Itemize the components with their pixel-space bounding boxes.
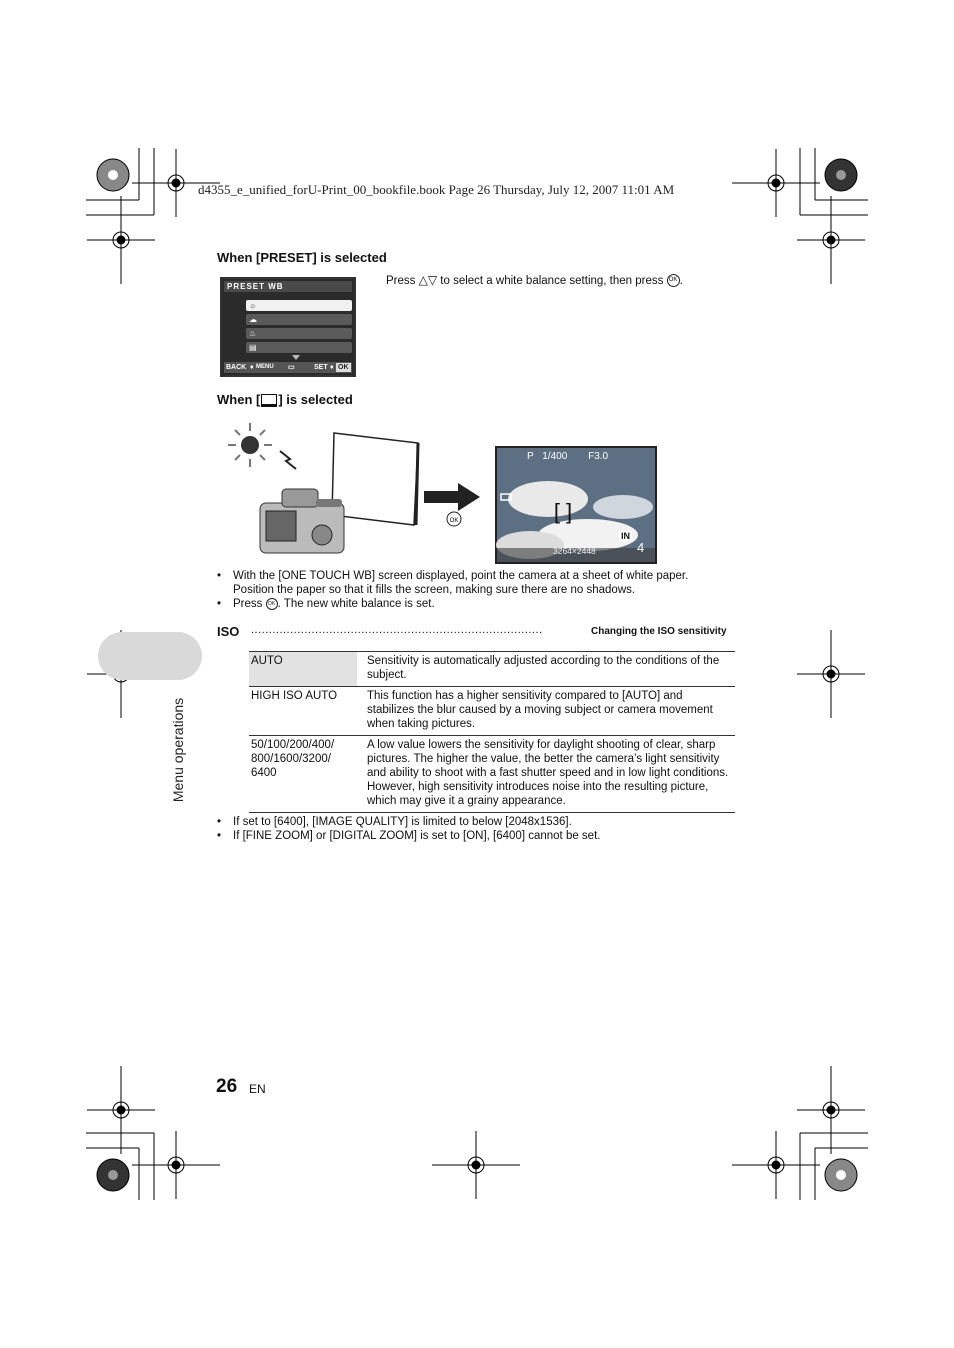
screen-footer: BACK ♦ MENU ▭ SET ♦ OK <box>224 362 352 373</box>
side-tab-label: Menu operations <box>170 697 186 803</box>
onetouch-heading: When [ ] is selected <box>217 392 353 407</box>
svg-text:[ ]: [ ] <box>553 499 573 524</box>
note-item: • With the [ONE TOUCH WB] screen displayed, point the camera at a sheet of white paper. Position the paper so that it fills the screen, making sure there are no shadows. <box>217 569 727 597</box>
note-item: • Press OK . The new white balance is set. <box>217 597 727 611</box>
iso-value: A low value lowers the sensitivity for daylight shooting of clear, sharp pictures. The higher the value, the better the camera’s light sensitivity and ability to shoot with a fast shutter speed and in low light conditions. However, high sensitivity introduces noise into the resulting picture, which may give it a grainy appearance. <box>367 739 729 807</box>
lcd-exposure <box>527 451 608 462</box>
file-info-header: d4355_e_unified_forU-Print_00_bookfile.book Page 26 Thursday, July 12, 2007 11:01 AM <box>198 182 675 197</box>
iso-notes <box>217 815 727 843</box>
preset-wb-screen <box>220 277 356 377</box>
menu-label: MENU <box>256 364 274 370</box>
table-row <box>249 687 735 736</box>
set-label: SET <box>314 364 328 371</box>
page-number: 26 <box>216 1076 238 1097</box>
onetouch-notes <box>217 569 727 611</box>
camera-icon <box>260 489 344 553</box>
lcd-size: 3264×2448 <box>553 546 596 556</box>
iso-table <box>249 651 735 813</box>
wb-item-fluorescent: ▤ <box>246 342 352 353</box>
leader-dots: .................................................................................. <box>251 624 543 636</box>
scroll-down-icon <box>292 355 300 360</box>
lcd-shutter: 1/400 <box>542 451 568 462</box>
lcd-aperture: F3.0 <box>588 451 609 462</box>
wb-item-cloudy: ☁ <box>246 314 352 325</box>
preset-heading: When [PRESET] is selected <box>217 250 387 265</box>
note-item: • If [FINE ZOOM] or [DIGITAL ZOOM] is set to [ON], [6400] cannot be set. <box>217 829 727 843</box>
iso-caption: Changing the ISO sensitivity <box>591 626 727 637</box>
iso-key: 50/100/200/400/ 800/1600/3200/ 6400 <box>251 739 335 779</box>
table-row <box>249 652 735 687</box>
side-tab <box>158 690 198 810</box>
lcd-mode: P <box>527 451 534 462</box>
table-row <box>249 736 735 813</box>
one-touch-illustration <box>218 415 658 567</box>
iso-label: ISO <box>217 624 240 639</box>
back-label: BACK <box>226 364 247 371</box>
wb-item-tungsten: ♨ <box>246 328 352 339</box>
side-tab-marker <box>98 632 202 680</box>
ok-button-icon: OK <box>266 598 278 610</box>
lcd-memory: IN <box>621 531 630 541</box>
one-touch-wb-icon <box>261 394 277 407</box>
iso-value: This function has a higher sensitivity compared to [AUTO] and stabilizes the blur caused by a moving subject or camera movement when taking pictures. <box>367 690 713 730</box>
up-down-arrows-icon: △▽ <box>418 273 438 287</box>
ok-label: OK <box>338 364 349 371</box>
wb-item-sunny: ☼ <box>246 300 352 311</box>
iso-key: HIGH ISO AUTO <box>251 690 338 702</box>
lcd-count: 4 <box>637 540 645 555</box>
screen-title: PRESET WB <box>224 281 352 292</box>
note-item: • If set to [6400], [IMAGE QUALITY] is limited to below [2048x1536]. <box>217 815 727 829</box>
ok-button-icon: OK <box>667 274 680 287</box>
language-code: EN <box>249 1082 266 1096</box>
preset-instruction: Press △▽ to select a white balance setting, then press OK . <box>386 273 683 287</box>
sun-icon <box>228 423 272 467</box>
svg-text:OK: OK <box>449 518 459 524</box>
iso-key: AUTO <box>249 652 357 687</box>
iso-value: Sensitivity is automatically adjusted according to the conditions of the subject. <box>367 655 720 681</box>
frame-icon: ▭ <box>288 364 295 371</box>
